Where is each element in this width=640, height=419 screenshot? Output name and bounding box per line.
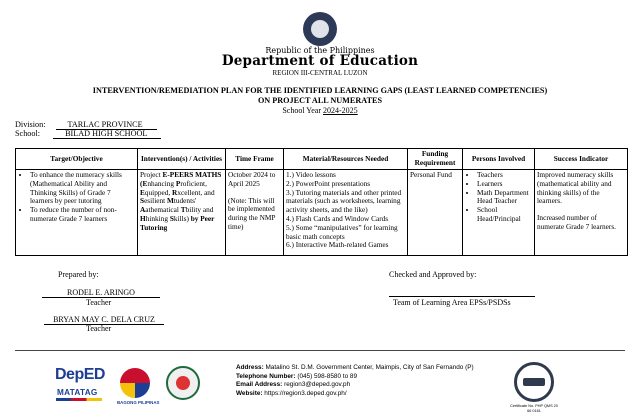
acronym-word: esilient (144, 196, 167, 206)
deped-logo (55, 366, 105, 386)
material-item: 4.) Flash Cards and Window Cards (286, 213, 389, 223)
plan-title-line1: INTERVENTION/REMEDIATION PLAN FOR THE IDENTIFIED LEARNING GAPS (LEAST LEARNED COMPETENCIES) (92, 86, 548, 95)
intervention-prefix: Project (140, 170, 163, 179)
success-p1: Improved numeracy skills (mathematical ability and thinking skills) of the learners. (537, 170, 614, 206)
prepared-by-label: Prepared by: (58, 270, 99, 279)
address-label: Address: (236, 364, 264, 371)
acronym-letter: H (140, 213, 146, 223)
email-value: region3@deped.gov.ph (284, 381, 351, 389)
timeframe-period: October 2024 to April 2025 (228, 170, 276, 188)
acronym-word: quipped, (144, 187, 173, 197)
plan-title-line2: ON PROJECT ALL NUMERATES (257, 95, 383, 105)
deped-logo-text: DepED (55, 366, 105, 383)
cell-persons (463, 170, 535, 256)
preparer2-name (44, 315, 164, 324)
email-label: Email Address: (236, 381, 283, 389)
cell-funding: Personal Fund (408, 170, 463, 256)
cell-target (16, 170, 138, 256)
preparer1-name (42, 288, 160, 297)
bagong-pilipinas-logo-icon (120, 368, 150, 398)
acronym-letter: E (142, 178, 148, 188)
website-value: https://region3.deped.gov.ph/ (264, 389, 347, 397)
acronym-letter: S (140, 196, 145, 206)
footer-address-block (236, 364, 474, 398)
cell-intervention (138, 170, 226, 256)
email-line (236, 381, 474, 390)
header-success: Success Indicator (535, 149, 628, 170)
table-row (16, 170, 628, 256)
header-timeframe: Time Frame (226, 149, 284, 170)
iso-certificate-text: Certificate No. PHP QMS 20 66 0161 (510, 404, 558, 413)
checker-signature-line (389, 296, 535, 297)
cell-timeframe (226, 170, 284, 256)
checker-role: Team of Learning Area EPSs/PSDSs (393, 298, 511, 307)
acronym-letter: R (172, 187, 178, 197)
acronym-word: tudents' (173, 196, 197, 206)
header-funding: Funding Requirement (408, 149, 463, 170)
school-year (0, 106, 640, 115)
division-label: Division: (15, 120, 46, 129)
header-materials: Material/Resources Needed (284, 149, 408, 170)
matatag-logo-text: MATATAG (57, 388, 98, 397)
success-p2: Increased number of numerate Grade 7 learners. (537, 213, 617, 231)
acronym-word: bility and (185, 205, 214, 215)
website-line (236, 390, 474, 399)
preparer2-name-text: BRYAN MAY C. DELA CRUZ (53, 315, 155, 324)
person-item: • Learners (477, 180, 532, 189)
regional-seal-icon (166, 366, 200, 400)
preparer1-role: Teacher (86, 298, 112, 307)
address-value: Matalino St. D.M. Government Center, Maimpis, City of San Fernando (P) (265, 364, 474, 371)
republic-label: Republic of the Philippines (265, 46, 375, 55)
intervention-suffix: by Peer Tutoring (140, 213, 215, 232)
acronym-word: hinking (145, 213, 170, 223)
plan-title (0, 86, 640, 105)
person-item: • Math Department Head Teacher (477, 189, 532, 207)
school-year-value: 2024-2025 (323, 106, 358, 115)
matatag-stripe (56, 398, 102, 401)
acronym-letter: A (140, 205, 146, 215)
footer-divider (15, 350, 625, 351)
acronym-letter: P (175, 178, 181, 188)
material-item: 2.) PowerPoint presentations (286, 178, 371, 188)
material-item: 6.) Interactive Math-related Games (286, 240, 389, 250)
preparer2-role: Teacher (86, 324, 112, 333)
person-item: • School Head/Principal (477, 206, 532, 224)
bagong-pilipinas-text: BAGONG PILIPINAS (117, 400, 160, 405)
department-title: Department of Education (221, 53, 419, 69)
timeframe-note: (Note: This will be implemented during the NMP time) (228, 195, 276, 231)
material-item: 5.) Some “manipulatives” for learning basic math concepts (286, 222, 398, 241)
phone-line (236, 373, 474, 382)
intervention-project-name: E-PEERS MATHS (162, 170, 222, 179)
acronym-word: roficient, (180, 178, 207, 188)
checked-approved-label: Checked and Approved by: (389, 270, 477, 279)
header-target: Target/Objective (16, 149, 138, 170)
cell-materials (284, 170, 408, 256)
table-header-row (16, 149, 628, 170)
school-value: BILAD HIGH SCHOOL (53, 129, 161, 139)
target-item: • To enhance the numeracy skills (Mathematical Ability and Thinking Skills) of Grade 7 learners by peer tutoring (30, 171, 135, 206)
phone-label: Telephone Number: (236, 372, 296, 380)
deped-seal-icon (303, 12, 337, 46)
material-item: 3.) Tutoring materials and other printed materials (such as worksheets, learning activity sheets, and the like) (286, 187, 402, 215)
plan-table (15, 148, 628, 256)
acronym-word: xcellent, and (177, 187, 215, 197)
school-year-label: School Year (282, 106, 323, 115)
intervention-paren: ( (140, 178, 143, 188)
acronym-letter: M (166, 196, 174, 206)
address-line (236, 364, 474, 373)
preparer1-name-text: RODEL E. ARINGO (67, 288, 135, 297)
header-persons: Persons Involved (463, 149, 535, 170)
acronym-word: athematical (145, 205, 181, 215)
cell-success (535, 170, 628, 256)
header-intervention: Intervention(s) / Activities (138, 149, 226, 170)
material-item: 1.) Video lessons (286, 170, 336, 179)
school-label: School: (15, 129, 41, 138)
target-item: • To reduce the number of non-numerate Grade 7 learners (30, 206, 135, 224)
acronym-word: kills) (173, 213, 189, 223)
acronym-letter: T (180, 205, 186, 215)
website-label: Website: (236, 389, 263, 397)
region-label: REGION III-CENTRAL LUZON (272, 69, 368, 77)
iso-certification-icon (514, 362, 554, 402)
school-row (15, 129, 161, 139)
division-value: TARLAC PROVINCE (56, 120, 157, 130)
acronym-letter: E (140, 187, 145, 197)
acronym-word: nhancing (147, 178, 176, 188)
phone-value: (045) 598-8580 to 89 (297, 372, 358, 380)
person-item: • Teachers (477, 171, 532, 180)
acronym-letter: S (169, 213, 174, 223)
